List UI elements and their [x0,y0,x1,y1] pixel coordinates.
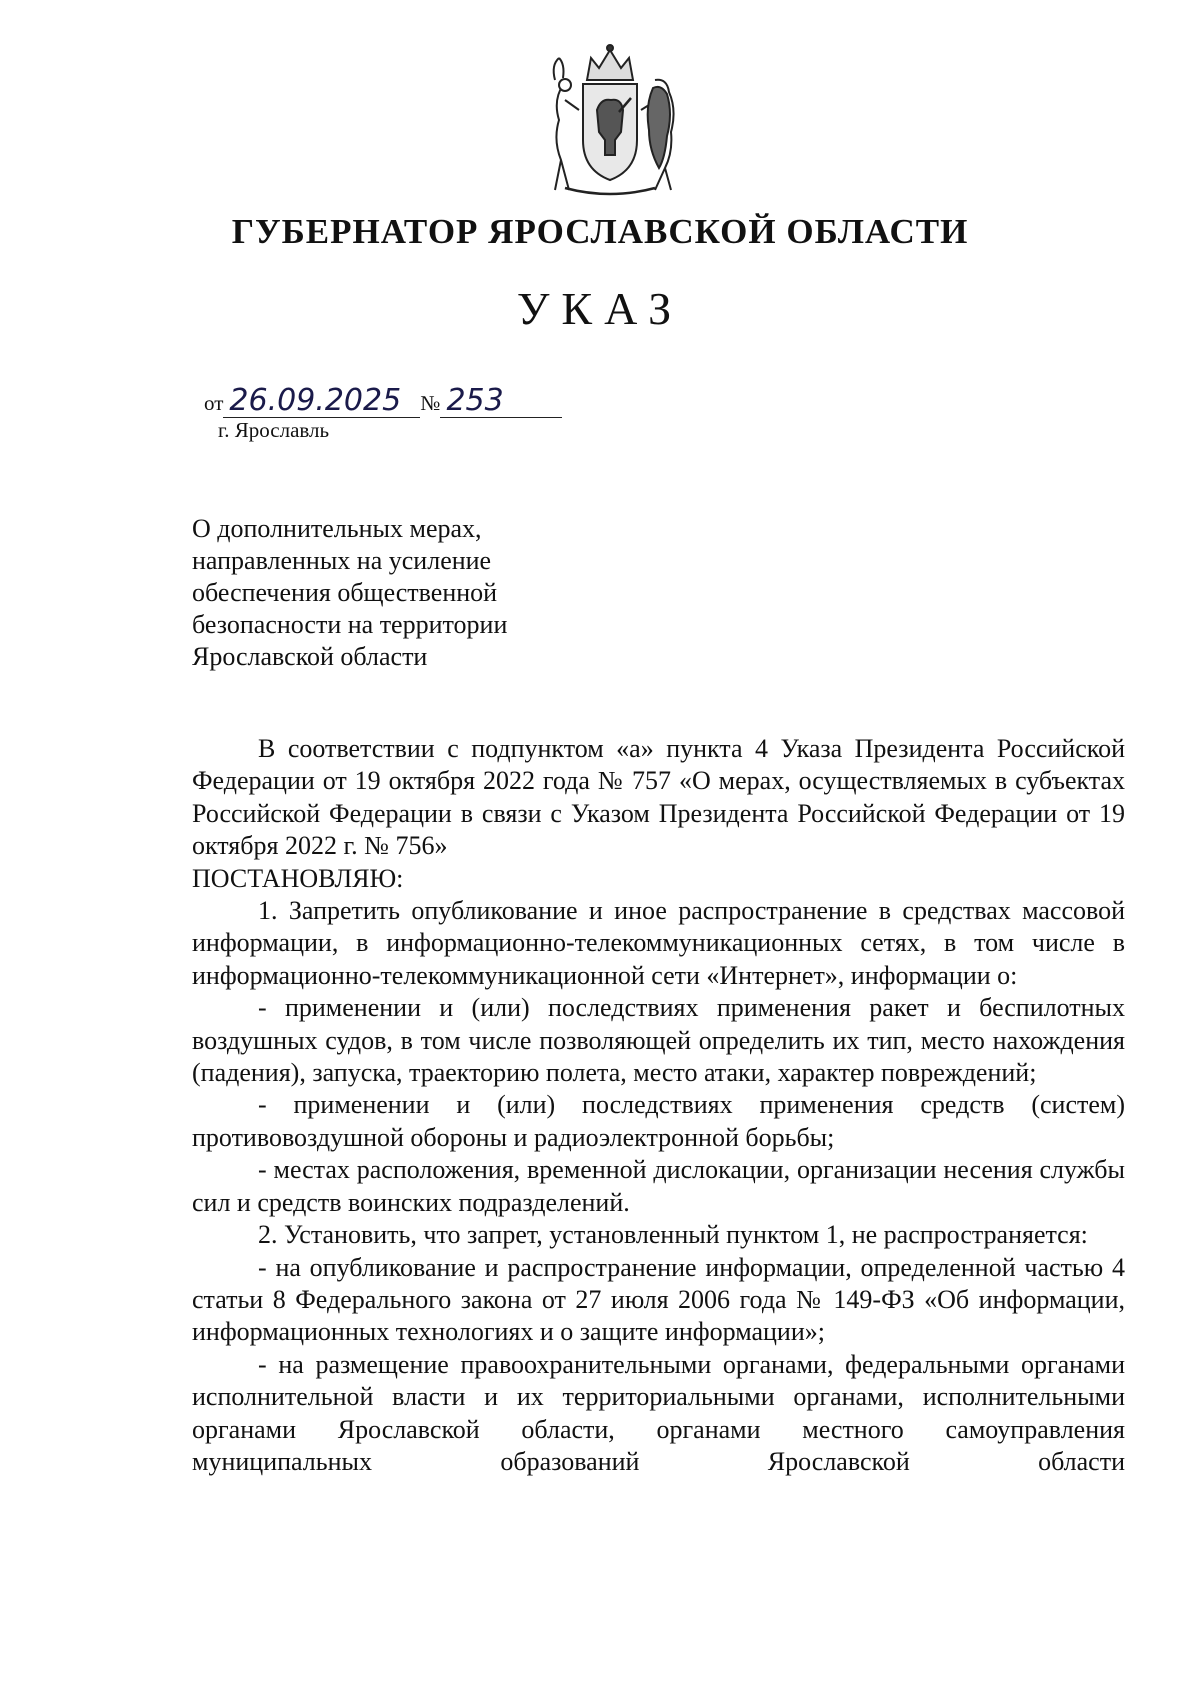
coat-of-arms-icon [535,40,685,200]
date-number-line [204,385,562,418]
paragraph-1-item-c: - местах расположения, временной дислокации, организации несения службы сил и средств воинских подразделений. [192,1155,1125,1217]
document-type: УКАЗ [516,283,684,334]
document-body [192,733,1125,1478]
subject-line: обеспечения общественной [192,578,498,607]
city: г. Ярославль [218,418,330,442]
subject-line: безопасности на территории [192,610,508,639]
paragraph-1: 1. Запретить опубликование и иное распространение в средствах массовой информации, в информационно-телекоммуникационных сетях, в том числе в информационно-телекоммуникационной сети «Интернет», информации о: [192,896,1125,990]
subject-line: направленных на усиление [192,546,492,575]
issuing-authority: ГУБЕРНАТОР ЯРОСЛАВСКОЙ ОБЛАСТИ [231,212,969,251]
paragraph-2-item-b: - на размещение правоохранительными органами, федеральными органами исполнительной власти и их территориальными органами, исполнительными органами Ярославской области, органами местного самоуправления муниципальных образований Ярославской области [192,1349,1125,1476]
document-subject [192,513,612,673]
subject-line: О дополнительных мерах, [192,514,482,543]
paragraph-2: 2. Установить, что запрет, установленный пунктом 1, не распространяется: [258,1220,1088,1250]
subject-line: Ярославской области [192,642,428,671]
handwritten-number: 253 [440,385,562,418]
decree-word: ПОСТАНОВЛЯЮ: [192,863,404,893]
preamble-paragraph: В соответствии с подпунктом «а» пункта 4 Указа Президента Российской Федерации от 19 октября 2022 года № 757 «О мерах, осуществляемых в субъектах Российской Федерации в связи с Указом Президента Российской Федерации от 19 октября 2022 г. № 756» [192,734,1125,861]
date-prefix: от [204,391,224,415]
handwritten-date: 26.09.2025 [223,385,420,418]
number-prefix: № [420,391,441,415]
paragraph-1-item-a: - применении и (или) последствиях применения ракет и беспилотных воздушных судов, в том числе позволяющей определить их тип, место нахождения (падения), запуска, траекторию полета, место атаки, характер повреждений; [192,993,1125,1088]
paragraph-1-item-b: - применении и (или) последствиях применения средств (систем) противовоздушной обороны и радиоэлектронной борьбы; [192,1090,1125,1152]
paragraph-2-item-a: - на опубликование и распространение информации, определенной частью 4 статьи 8 Федерального закона от 27 июля 2006 года № 149-ФЗ «Об информации, информационных технологиях и о защите информации»; [192,1252,1125,1347]
